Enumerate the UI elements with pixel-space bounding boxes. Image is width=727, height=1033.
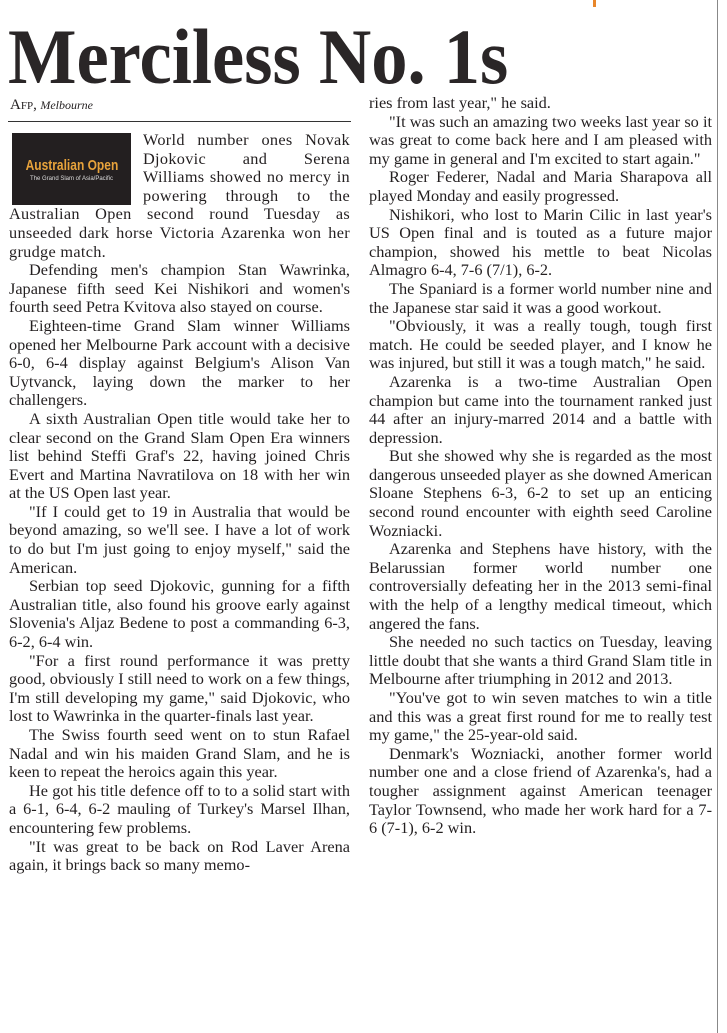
paragraph: "It was great to be back on Rod Laver Arena again, it brings back so many memo- [9, 836, 350, 875]
paragraph: Eighteen-time Grand Slam winner Williams opened her Melbourne Park account with a decisive 6-0, 6-4 display against Belgium's Alison Van Uytvanck, laying down the marker to her challengers. [9, 315, 350, 410]
paragraph: She needed no such tactics on Tuesday, leaving little doubt that she wants a third Grand Slam title in Melbourne after triumphing in 2012 and 2013. [369, 632, 712, 689]
paragraph: World number ones Novak Djokovic and Serena Williams showed no mercy in powering through to the Australian Open second round Tuesday as unseeded dark horse Victoria Azarenka won her grudge match. [9, 130, 350, 261]
paragraph: The Swiss fourth seed went on to stun Rafael Nadal and win his maiden Grand Slam, and he is keen to repeat the heroics again this year. [9, 725, 350, 782]
paragraph: "For a first round performance it was pretty good, obviously I still need to work on a few things, I'm still developing my game," said Djokovic, who lost to Wawrinka in the quarter-finals last year. [9, 650, 350, 726]
column-rule [717, 0, 718, 1033]
paragraph: "If I could get to 19 in Australia that would be beyond amazing, so we'll see. I have a lot of work to do but I'm just going to enjoy myself," said the American. [9, 501, 350, 577]
paragraph: Roger Federer, Nadal and Maria Sharapova all played Monday and easily progressed. [369, 167, 712, 205]
paragraph-continuation: ries from last year," he said. [369, 93, 551, 112]
paragraph: The Spaniard is a former world number nine and the Japanese star said it was a good workout. [369, 278, 712, 317]
article-column-right [369, 94, 712, 838]
logo-title: Australian Open [25, 156, 118, 174]
paragraph: Azarenka and Stephens have history, with the Belarussian former world number one controversially defeating her in the 2013 semi-final with the help of a lengthy medical timeout, which angered the fans. [369, 539, 712, 633]
paragraph: But she showed why she is regarded as the most dangerous unseeded player as she downed American Sloane Stephens 6-3, 6-2 to set up an enticing second round encounter with eighth seed Caroline Wozniacki. [369, 446, 712, 540]
paragraph: "You've got to win seven matches to win a title and this was a great first round for me to really test my game," the 25-year-old said. [369, 688, 712, 745]
logo-subtitle: The Grand Slam of Asia/Pacific [29, 175, 114, 182]
paragraph: Denmark's Wozniacki, another former world number one and a close friend of Azarenka's, had a tougher assignment against American teenager Taylor Townsend, who made her work hard for a 7-6 (7-1), 6-2 win. [369, 743, 712, 838]
paragraph: Azarenka is a two-time Australian Open champion but came into the tournament ranked just 44 after an injury-marred 2014 and a battle with depression. [369, 371, 712, 447]
byline [10, 97, 93, 114]
byline-location: Melbourne [40, 98, 93, 112]
paragraph: Serbian top seed Djokovic, gunning for a fifth Australian title, also found his groove early against Slovenia's Aljaz Bedene to post a commanding 6-3, 6-2, 6-4 win. [9, 576, 350, 652]
paragraph: Nishikori, who lost to Marin Cilic in last year's US Open final and is touted as a future major champion, showed his mettle to beat Nicolas Almagro 6-4, 7-6 (7/1), 6-2. [369, 204, 712, 280]
paragraph: "Obviously, it was a really tough, tough first match. He could be seeded player, and I know he was injured, but still it was a tough match," he said. [369, 316, 712, 373]
byline-divider [8, 121, 351, 122]
paragraph: Defending men's champion Stan Wawrinka, Japanese fifth seed Kei Nishikori and women's fourth seed Petra Kvitova also stayed on course. [9, 260, 350, 317]
page-edge-mark [593, 0, 596, 7]
article-column-left [9, 131, 350, 875]
paragraph: A sixth Australian Open title would take her to clear second on the Grand Slam Open Era winners list behind Steffi Graf's 22, having joined Chris Evert and Martina Navratilova on 18 with her win at the US Open last year. [9, 408, 350, 503]
headline: Merciless No. 1s [8, 13, 509, 100]
byline-agency: Afp, [10, 97, 37, 113]
logo-spacer [9, 131, 143, 205]
paragraph: "It was such an amazing two weeks last year so it was great to come back here and I am pleased with my game in general and I'm excited to start again." [369, 111, 712, 168]
paragraph: He got his title defence off to to a solid start with a 6-1, 6-4, 6-2 mauling of Turkey's Marsel Ilhan, encountering few problems. [9, 780, 350, 837]
